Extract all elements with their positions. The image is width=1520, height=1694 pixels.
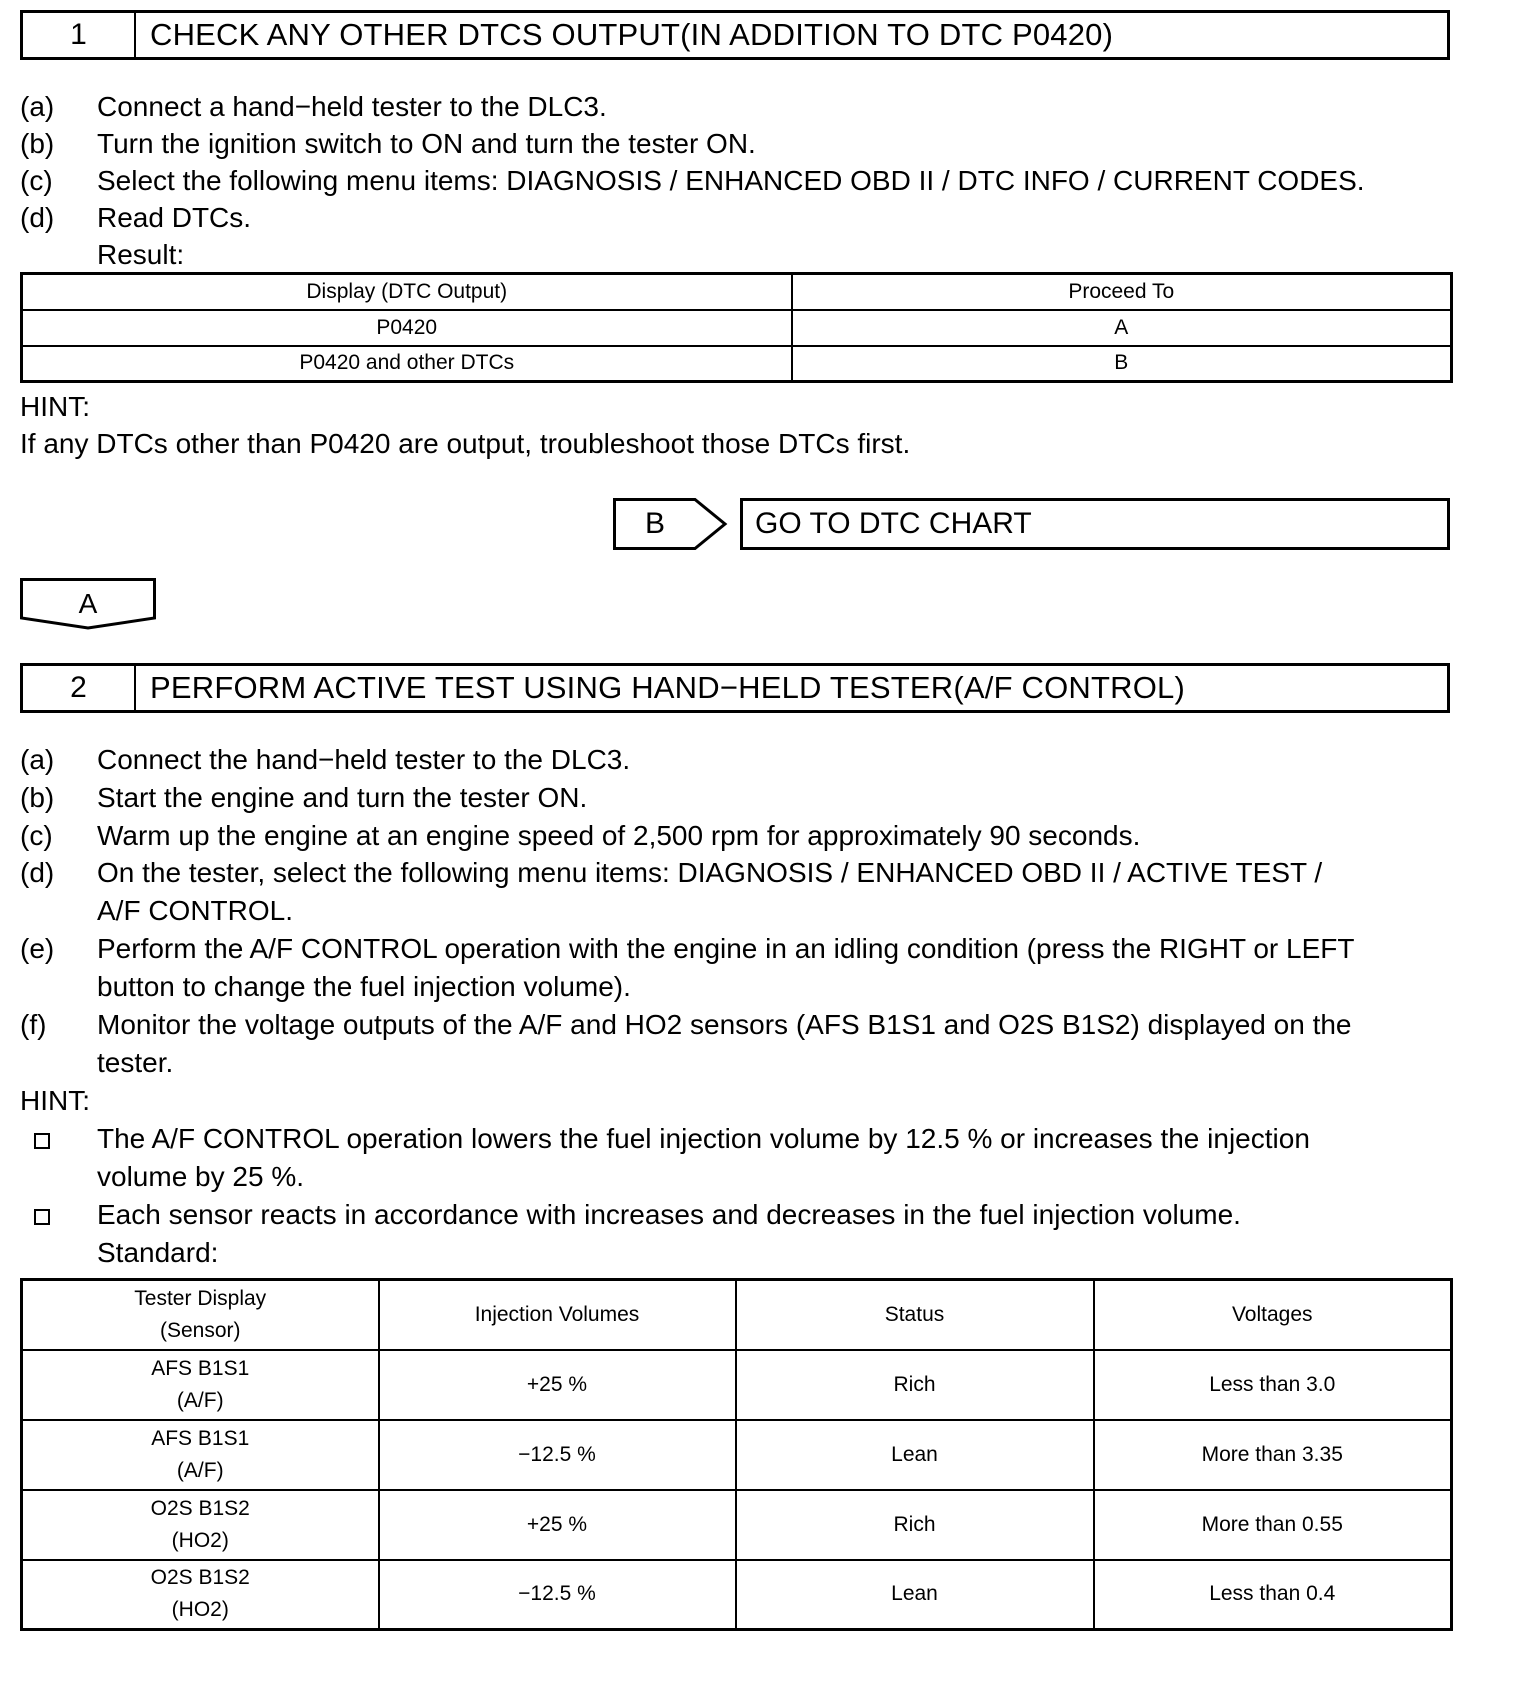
item-label: (d) (20, 202, 55, 233)
branch-a-letter: A (78, 588, 98, 619)
table-header-row (22, 1280, 1452, 1350)
table-cell: More than 3.35 (1094, 1420, 1452, 1490)
table-header-cell: Display (DTC Output) (22, 274, 792, 310)
header-line: (Sensor) (159, 1318, 241, 1342)
hint-text: If any DTCs other than P0420 are output, troubleshoot those DTCs first. (20, 428, 911, 459)
standard-table (20, 1278, 1453, 1631)
item-text: Warm up the engine at an engine speed of 2,500 rpm for approximately 90 seconds. (97, 820, 1141, 851)
sensor-type: (HO2) (171, 1598, 229, 1622)
step-2-title: PERFORM ACTIVE TEST USING HAND−HELD TESTER(A/F CONTROL) (150, 670, 1186, 705)
standard-label: Standard: (97, 1237, 219, 1268)
result-label: Result: (97, 239, 185, 270)
hint-label: HINT: (20, 391, 90, 422)
table-cell: More than 0.55 (1094, 1490, 1452, 1560)
item-text: Start the engine and turn the tester ON. (97, 782, 588, 813)
item-text: button to change the fuel injection volume). (97, 971, 631, 1002)
item-label: (f) (20, 1009, 47, 1040)
table-row (22, 1350, 1452, 1420)
item-label: (b) (20, 782, 55, 813)
table-row (22, 346, 1452, 382)
table-header-cell (22, 1280, 379, 1350)
table-cell: A (792, 310, 1452, 346)
bullet-text: volume by 25 %. (97, 1161, 304, 1192)
table-row (22, 1560, 1452, 1630)
bullet-text: Each sensor reacts in accordance with increases and decreases in the fuel injection volume. (97, 1199, 1241, 1230)
table-cell: −12.5 % (379, 1420, 736, 1490)
item-text: Turn the ignition switch to ON and turn the tester ON. (97, 128, 756, 159)
item-label: (a) (20, 744, 55, 775)
branch-a-arrow (20, 578, 156, 632)
result-table (20, 272, 1453, 383)
go-to-dtc-chart-box (740, 498, 1450, 550)
table-cell: P0420 and other DTCs (22, 346, 792, 382)
item-text: Perform the A/F CONTROL operation with the engine in an idling condition (press the RIGHT or LEFT (97, 933, 1355, 964)
branch-b-arrow (613, 498, 733, 550)
step-1-title: CHECK ANY OTHER DTCS OUTPUT(IN ADDITION TO DTC P0420) (150, 17, 1114, 52)
table-cell (22, 1420, 379, 1490)
item-label: (e) (20, 933, 55, 964)
sensor-name: AFS B1S1 (151, 1426, 250, 1450)
item-text: tester. (97, 1047, 174, 1078)
header-line: Tester Display (134, 1286, 267, 1310)
table-row (22, 310, 1452, 346)
sensor-type: (A/F) (176, 1388, 224, 1412)
table-cell: Less than 0.4 (1094, 1560, 1452, 1630)
item-text: A/F CONTROL. (97, 895, 294, 926)
table-header-cell: Injection Volumes (379, 1280, 736, 1350)
item-label: (c) (20, 165, 53, 196)
table-cell: Rich (736, 1350, 1094, 1420)
item-text: Connect a hand−held tester to the DLC3. (97, 91, 607, 122)
table-header-cell: Status (736, 1280, 1094, 1350)
table-cell: P0420 (22, 310, 792, 346)
table-cell (22, 1490, 379, 1560)
hint-label: HINT: (20, 1085, 90, 1116)
table-cell: +25 % (379, 1350, 736, 1420)
table-header-cell: Proceed To (792, 274, 1452, 310)
step-2-number: 2 (23, 666, 136, 710)
checkbox-icon (34, 1209, 50, 1225)
table-row (22, 1420, 1452, 1490)
table-cell: Lean (736, 1560, 1094, 1630)
sensor-type: (HO2) (171, 1528, 229, 1552)
sensor-name: O2S B1S2 (150, 1496, 250, 1520)
item-text: On the tester, select the following menu items: DIAGNOSIS / ENHANCED OBD II / ACTIVE TEST / (97, 857, 1323, 888)
item-label: (c) (20, 820, 53, 851)
table-header-cell: Voltages (1094, 1280, 1452, 1350)
table-cell (22, 1560, 379, 1630)
table-cell: Less than 3.0 (1094, 1350, 1452, 1420)
table-header-row (22, 274, 1452, 310)
table-row (22, 1490, 1452, 1560)
table-cell: −12.5 % (379, 1560, 736, 1630)
table-cell: Lean (736, 1420, 1094, 1490)
table-cell (22, 1350, 379, 1420)
item-text: Select the following menu items: DIAGNOSIS / ENHANCED OBD II / DTC INFO / CURRENT CODES. (97, 165, 1365, 196)
sensor-name: O2S B1S2 (150, 1566, 250, 1590)
step-2-header (20, 663, 1450, 713)
item-label: (a) (20, 91, 55, 122)
bullet-text: The A/F CONTROL operation lowers the fuel injection volume by 12.5 % or increases the injection (97, 1123, 1310, 1154)
sensor-type: (A/F) (176, 1458, 224, 1482)
branch-b-letter: B (644, 507, 665, 540)
item-text: Read DTCs. (97, 202, 252, 233)
item-label: (d) (20, 857, 55, 888)
sensor-name: AFS B1S1 (151, 1356, 250, 1380)
step-1-number: 1 (23, 13, 136, 57)
table-cell: +25 % (379, 1490, 736, 1560)
table-cell: B (792, 346, 1452, 382)
item-text: Monitor the voltage outputs of the A/F and HO2 sensors (AFS B1S1 and O2S B1S2) displayed on the (97, 1009, 1352, 1040)
item-label: (b) (20, 128, 55, 159)
step-1-header (20, 10, 1450, 60)
branch-b-text: GO TO DTC CHART (755, 507, 1032, 540)
checkbox-icon (34, 1133, 50, 1149)
item-text: Connect the hand−held tester to the DLC3. (97, 744, 631, 775)
table-cell: Rich (736, 1490, 1094, 1560)
